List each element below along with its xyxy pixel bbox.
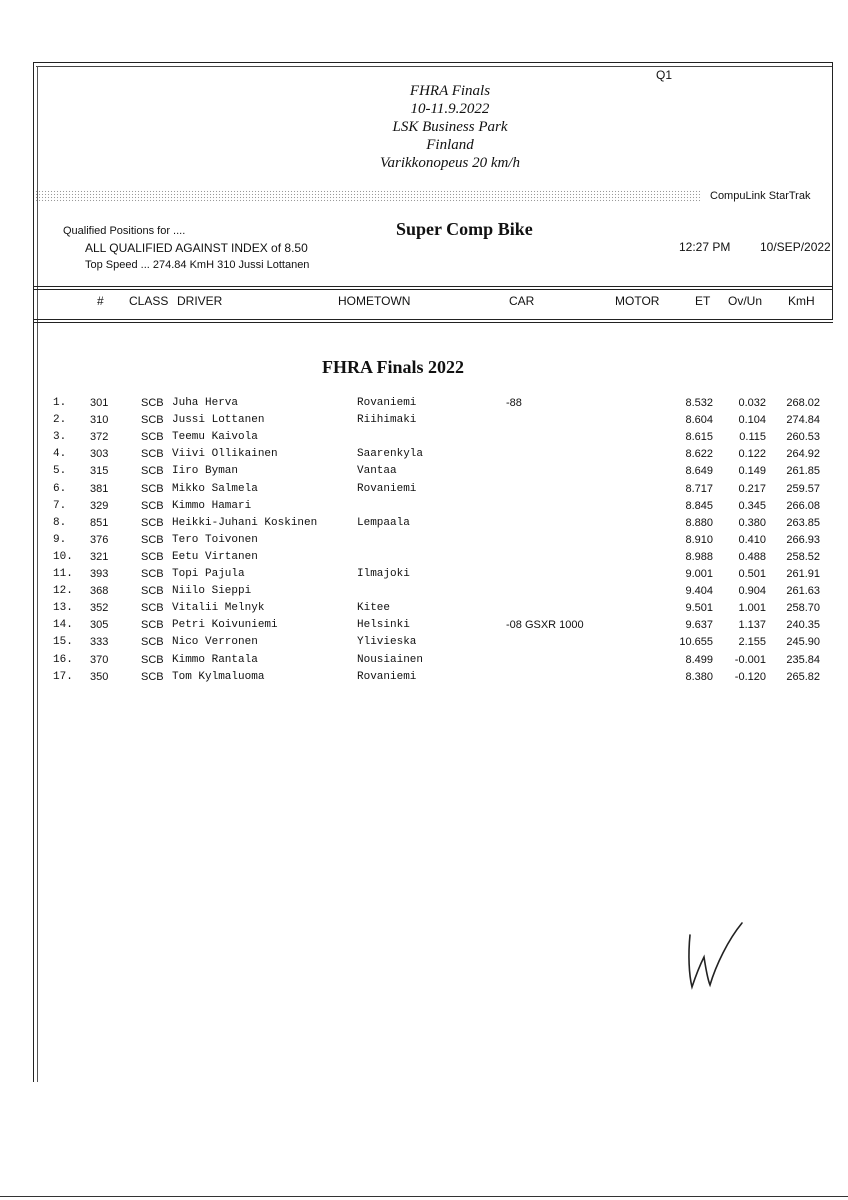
col-header-et: ET <box>695 294 711 308</box>
table-row <box>0 448 848 465</box>
cell-driver: Eetu Virtanen <box>172 550 258 563</box>
cell-driver: Tero Toivonen <box>172 533 258 546</box>
table-row <box>0 483 848 500</box>
cell-num: 376 <box>90 533 109 546</box>
cell-num: 333 <box>90 636 109 649</box>
frame-top-border-inner <box>36 66 833 67</box>
cell-cls: SCB <box>141 550 164 563</box>
event-name: FHRA Finals <box>409 83 491 99</box>
cell-ov: 0.122 <box>738 448 766 461</box>
dotted-separator <box>35 190 700 202</box>
cell-driver: Teemu Kaivola <box>172 431 258 444</box>
cell-cls: SCB <box>141 516 164 529</box>
qualified-index: ALL QUALIFIED AGAINST INDEX of 8.50 <box>85 241 308 255</box>
cell-cls: SCB <box>141 585 164 598</box>
cell-driver: Topi Pajula <box>172 568 245 580</box>
columns-divider <box>33 319 833 320</box>
cell-driver: Iiro Byman <box>172 465 239 478</box>
cell-pos: 17. <box>53 670 73 683</box>
cell-et: 9.637 <box>685 619 713 632</box>
event-dates: 10-11.9.2022 <box>410 101 490 117</box>
table-row <box>0 517 848 534</box>
cell-ov: 0.032 <box>738 397 766 409</box>
table-row <box>0 619 848 636</box>
cell-cls: SCB <box>141 431 164 444</box>
cell-ov: -0.001 <box>734 653 766 666</box>
cell-kmh: 261.85 <box>786 465 820 478</box>
cell-et: 9.501 <box>685 602 713 615</box>
cell-ov: 0.380 <box>738 516 766 529</box>
table-row <box>0 414 848 431</box>
cell-num: 301 <box>90 397 109 409</box>
table-row <box>0 465 848 482</box>
cell-cls: SCB <box>141 482 164 495</box>
system-label: CompuLink StarTrak <box>710 190 811 202</box>
cell-driver: Mikko Salmela <box>172 482 258 495</box>
cell-pos: 2. <box>53 414 67 427</box>
table-row <box>0 602 848 619</box>
cell-ov: 2.155 <box>738 636 766 649</box>
frame-bottom-border <box>0 1196 848 1197</box>
report-time: 12:27 PM <box>679 240 731 254</box>
columns-divider-2 <box>33 322 833 323</box>
header-divider <box>33 286 833 287</box>
col-header-car: CAR <box>509 294 535 308</box>
cell-home: Lempaala <box>357 516 410 529</box>
cell-driver: Nico Verronen <box>172 636 258 649</box>
cell-driver: Kimmo Hamari <box>172 499 252 512</box>
cell-driver: Jussi Lottanen <box>172 414 265 427</box>
cell-et: 8.649 <box>685 465 713 478</box>
cell-pos: 8. <box>53 516 67 529</box>
cell-kmh: 240.35 <box>786 619 820 632</box>
cell-et: 8.604 <box>685 414 713 427</box>
handwritten-signature <box>680 915 750 995</box>
cell-num: 352 <box>90 602 109 615</box>
cell-et: 8.499 <box>685 653 713 666</box>
cell-et: 9.001 <box>685 568 713 580</box>
cell-cls: SCB <box>141 653 164 666</box>
cell-et: 8.615 <box>685 431 713 444</box>
cell-cls: SCB <box>141 414 164 427</box>
cell-num: 368 <box>90 585 109 598</box>
cell-home: Ylivieska <box>357 636 417 649</box>
cell-pos: 16. <box>53 653 73 666</box>
cell-ov: 0.488 <box>738 550 766 563</box>
cell-num: 315 <box>90 465 109 478</box>
cell-kmh: 259.57 <box>786 482 820 495</box>
col-header-kmh: KmH <box>788 294 815 308</box>
table-row <box>0 431 848 448</box>
cell-cls: SCB <box>141 465 164 478</box>
cell-driver: Tom Kylmaluoma <box>172 670 265 683</box>
header-divider-2 <box>33 289 833 290</box>
cell-ov: 1.137 <box>738 619 766 632</box>
cell-car: -88 <box>506 397 522 409</box>
cell-num: 370 <box>90 653 109 666</box>
cell-pos: 14. <box>53 619 73 632</box>
event-venue: LSK Business Park <box>392 119 508 135</box>
cell-home: Rovaniemi <box>357 482 417 495</box>
cell-kmh: 258.70 <box>786 602 820 615</box>
results-subtitle: FHRA Finals 2022 <box>322 357 465 377</box>
cell-num: 305 <box>90 619 109 632</box>
cell-kmh: 264.92 <box>786 448 820 461</box>
col-header-driver: DRIVER <box>177 294 223 308</box>
cell-cls: SCB <box>141 448 164 461</box>
cell-cls: SCB <box>141 568 164 580</box>
cell-driver: Petri Koivuniemi <box>172 619 278 632</box>
table-row <box>0 397 848 414</box>
cell-kmh: 261.91 <box>786 568 820 580</box>
cell-kmh: 274.84 <box>786 414 820 427</box>
cell-ov: 0.501 <box>738 568 766 580</box>
frame-right-border <box>832 62 833 320</box>
cell-car: -08 GSXR 1000 <box>506 619 584 632</box>
cell-et: 8.910 <box>685 533 713 546</box>
table-row <box>0 551 848 568</box>
cell-driver: Vitalii Melnyk <box>172 602 265 615</box>
cell-et: 8.380 <box>685 670 713 683</box>
cell-et: 8.532 <box>685 397 713 409</box>
cell-driver: Viivi Ollikainen <box>172 448 278 461</box>
table-row <box>0 534 848 551</box>
cell-num: 381 <box>90 482 109 495</box>
cell-kmh: 258.52 <box>786 550 820 563</box>
cell-num: 372 <box>90 431 109 444</box>
cell-cls: SCB <box>141 533 164 546</box>
cell-pos: 12. <box>53 585 73 598</box>
cell-home: Rovaniemi <box>357 670 417 683</box>
cell-et: 8.845 <box>685 499 713 512</box>
session-label: Q1 <box>656 68 673 82</box>
table-row <box>0 636 848 653</box>
cell-pos: 6. <box>53 482 67 495</box>
cell-et: 8.988 <box>685 550 713 563</box>
cell-cls: SCB <box>141 670 164 683</box>
cell-kmh: 260.53 <box>786 431 820 444</box>
cell-et: 8.880 <box>685 516 713 529</box>
cell-kmh: 266.08 <box>786 499 820 512</box>
cell-home: Saarenkyla <box>357 448 424 461</box>
cell-cls: SCB <box>141 397 164 409</box>
cell-ov: 0.217 <box>738 482 766 495</box>
frame-top-border <box>33 62 833 63</box>
cell-cls: SCB <box>141 636 164 649</box>
cell-kmh: 265.82 <box>786 670 820 683</box>
cell-cls: SCB <box>141 619 164 632</box>
event-pit-speed: Varikkonopeus 20 km/h <box>380 155 520 171</box>
col-header-hometown: HOMETOWN <box>338 294 411 308</box>
cell-driver: Kimmo Rantala <box>172 653 258 666</box>
top-speed: Top Speed ... 274.84 KmH 310 Jussi Lottanen <box>85 259 310 271</box>
cell-ov: 1.001 <box>738 602 766 615</box>
cell-kmh: 266.93 <box>786 533 820 546</box>
qualified-for-label: Qualified Positions for .... <box>63 225 186 237</box>
table-row <box>0 585 848 602</box>
event-country: Finland <box>426 137 474 153</box>
cell-driver: Heikki-Juhani Koskinen <box>172 516 318 529</box>
cell-pos: 7. <box>53 499 67 512</box>
class-title: Super Comp Bike <box>396 219 533 239</box>
cell-home: Ilmajoki <box>357 568 410 580</box>
cell-pos: 3. <box>53 431 67 444</box>
cell-et: 8.622 <box>685 448 713 461</box>
cell-ov: 0.904 <box>738 585 766 598</box>
cell-num: 851 <box>90 516 109 529</box>
cell-pos: 9. <box>53 533 67 546</box>
cell-home: Rovaniemi <box>357 397 417 409</box>
cell-kmh: 235.84 <box>786 653 820 666</box>
report-date: 10/SEP/2022 <box>760 240 831 254</box>
cell-num: 310 <box>90 414 109 427</box>
cell-et: 9.404 <box>685 585 713 598</box>
cell-pos: 5. <box>53 465 67 478</box>
cell-home: Riihimaki <box>357 414 417 427</box>
col-header-ovun: Ov/Un <box>728 294 763 308</box>
cell-pos: 1. <box>53 397 67 409</box>
cell-kmh: 263.85 <box>786 516 820 529</box>
cell-pos: 4. <box>53 448 67 461</box>
cell-et: 10.655 <box>679 636 713 649</box>
event-header <box>300 82 600 172</box>
cell-driver: Niilo Sieppi <box>172 585 252 598</box>
cell-home: Nousiainen <box>357 653 424 666</box>
cell-ov: 0.149 <box>738 465 766 478</box>
table-row <box>0 671 848 688</box>
cell-ov: 0.345 <box>738 499 766 512</box>
cell-kmh: 261.63 <box>786 585 820 598</box>
cell-home: Kitee <box>357 602 391 615</box>
cell-ov: 0.410 <box>738 533 766 546</box>
cell-ov: 0.115 <box>739 431 766 444</box>
cell-kmh: 245.90 <box>786 636 820 649</box>
cell-pos: 10. <box>53 550 73 563</box>
cell-ov: 0.104 <box>738 414 766 427</box>
col-header-num: # <box>97 294 104 308</box>
cell-num: 350 <box>90 670 109 683</box>
cell-cls: SCB <box>141 499 164 512</box>
cell-ov: -0.120 <box>734 670 766 683</box>
col-header-class: CLASS <box>129 294 169 308</box>
cell-kmh: 268.02 <box>786 397 820 409</box>
table-row <box>0 654 848 671</box>
cell-pos: 15. <box>53 636 73 649</box>
cell-cls: SCB <box>141 602 164 615</box>
cell-driver: Juha Herva <box>172 397 239 409</box>
table-row <box>0 568 848 585</box>
table-row <box>0 500 848 517</box>
cell-home: Helsinki <box>357 619 410 632</box>
cell-et: 8.717 <box>685 482 713 495</box>
cell-num: 329 <box>90 499 109 512</box>
cell-home: Vantaa <box>357 465 397 478</box>
cell-num: 303 <box>90 448 109 461</box>
cell-pos: 11. <box>53 568 73 580</box>
col-header-motor: MOTOR <box>615 294 660 308</box>
cell-pos: 13. <box>53 602 73 615</box>
cell-num: 321 <box>90 550 109 563</box>
cell-num: 393 <box>90 568 109 580</box>
